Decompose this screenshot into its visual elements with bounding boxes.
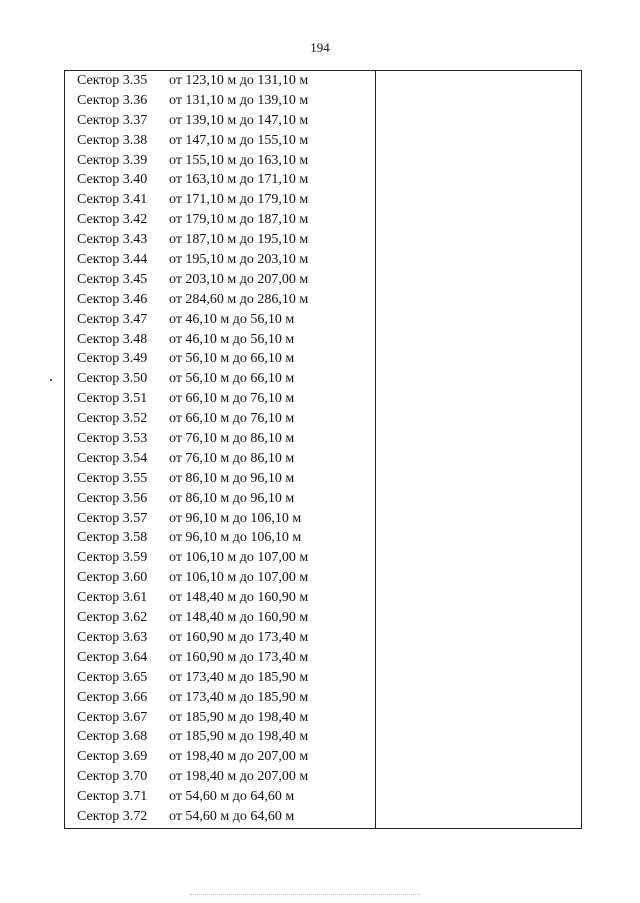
depth-range: от 173,40 м до 185,90 м <box>169 669 309 685</box>
sector-label: Сектор 3.68 <box>77 729 148 745</box>
table-row <box>65 111 375 131</box>
table-row <box>65 747 375 767</box>
sector-label: Сектор 3.61 <box>77 590 148 606</box>
sector-label: Сектор 3.44 <box>77 252 148 268</box>
depth-range: от 54,60 м до 64,60 м <box>169 789 295 805</box>
sector-label: Сектор 3.36 <box>77 92 148 108</box>
depth-range: от 76,10 м до 86,10 м <box>169 431 295 447</box>
sector-label: Сектор 3.56 <box>77 490 148 506</box>
depth-range: от 86,10 м до 96,10 м <box>169 490 295 506</box>
depth-range: от 155,10 м до 163,10 м <box>169 152 309 168</box>
table-row <box>65 528 375 548</box>
depth-range: от 46,10 м до 56,10 м <box>169 311 295 327</box>
table-row <box>65 708 375 728</box>
table-row <box>65 330 375 350</box>
table-row <box>65 230 375 250</box>
table-row <box>65 548 375 568</box>
sector-label: Сектор 3.51 <box>77 391 148 407</box>
sector-label: Сектор 3.41 <box>77 192 148 208</box>
sector-label: Сектор 3.37 <box>77 112 148 128</box>
table-row <box>65 628 375 648</box>
table-row <box>65 290 375 310</box>
table-row <box>65 767 375 787</box>
table-row <box>65 469 375 489</box>
depth-range: от 76,10 м до 86,10 м <box>169 450 295 466</box>
sector-label: Сектор 3.42 <box>77 212 148 228</box>
depth-range: от 163,10 м до 171,10 м <box>169 172 309 188</box>
table-row <box>65 727 375 747</box>
depth-range: от 160,90 м до 173,40 м <box>169 649 309 665</box>
depth-range: от 106,10 м до 107,00 м <box>169 570 309 586</box>
sector-label: Сектор 3.38 <box>77 132 148 148</box>
table-row <box>65 449 375 469</box>
column-divider <box>375 71 376 828</box>
depth-range: от 96,10 м до 106,10 м <box>169 510 302 526</box>
sector-label: Сектор 3.58 <box>77 530 148 546</box>
table-row <box>65 509 375 529</box>
table-row <box>65 608 375 628</box>
depth-range: от 56,10 м до 66,10 м <box>169 371 295 387</box>
scan-speck <box>50 379 52 381</box>
table-row <box>65 131 375 151</box>
depth-range: от 148,40 м до 160,90 м <box>169 590 309 606</box>
depth-range: от 185,90 м до 198,40 м <box>169 709 309 725</box>
depth-range: от 147,10 м до 155,10 м <box>169 132 309 148</box>
sector-label: Сектор 3.43 <box>77 232 148 248</box>
table-row <box>65 668 375 688</box>
sector-label: Сектор 3.66 <box>77 689 148 705</box>
sector-label: Сектор 3.63 <box>77 629 148 645</box>
table-row <box>65 349 375 369</box>
depth-range: от 179,10 м до 187,10 м <box>169 212 309 228</box>
depth-range: от 46,10 м до 56,10 м <box>169 331 295 347</box>
depth-range: от 171,10 м до 179,10 м <box>169 192 309 208</box>
sector-label: Сектор 3.55 <box>77 470 148 486</box>
sector-label: Сектор 3.67 <box>77 709 148 725</box>
depth-range: от 173,40 м до 185,90 м <box>169 689 309 705</box>
depth-range: от 56,10 м до 66,10 м <box>169 351 295 367</box>
depth-range: от 139,10 м до 147,10 м <box>169 112 309 128</box>
depth-range: от 187,10 м до 195,10 м <box>169 232 309 248</box>
sector-label: Сектор 3.50 <box>77 371 148 387</box>
sector-label: Сектор 3.59 <box>77 550 148 566</box>
sector-label: Сектор 3.35 <box>77 73 148 88</box>
page-number: 194 <box>310 40 330 55</box>
depth-range: от 54,60 м до 64,60 м <box>169 808 295 824</box>
table-rows <box>65 71 375 827</box>
depth-range: от 198,40 м до 207,00 м <box>169 749 309 765</box>
depth-range: от 284,60 м до 286,10 м <box>169 291 309 307</box>
depth-range: от 66,10 м до 76,10 м <box>169 391 295 407</box>
depth-range: от 123,10 м до 131,10 м <box>169 73 309 88</box>
table-row <box>65 71 375 91</box>
sector-label: Сектор 3.46 <box>77 291 148 307</box>
sector-label: Сектор 3.47 <box>77 311 148 327</box>
sector-table <box>64 70 582 829</box>
sector-label: Сектор 3.72 <box>77 808 148 824</box>
sector-label: Сектор 3.39 <box>77 152 148 168</box>
table-row <box>65 151 375 171</box>
sector-label: Сектор 3.69 <box>77 749 148 765</box>
sector-label: Сектор 3.57 <box>77 510 148 526</box>
table-row <box>65 787 375 807</box>
depth-range: от 106,10 м до 107,00 м <box>169 550 309 566</box>
table-row <box>65 210 375 230</box>
table-row <box>65 588 375 608</box>
table-row <box>65 648 375 668</box>
depth-range: от 96,10 м до 106,10 м <box>169 530 302 546</box>
depth-range: от 160,90 м до 173,40 м <box>169 629 309 645</box>
sector-label: Сектор 3.49 <box>77 351 148 367</box>
table-row <box>65 568 375 588</box>
depth-range: от 66,10 м до 76,10 м <box>169 411 295 427</box>
scan-smudge <box>190 894 420 895</box>
table-row <box>65 91 375 111</box>
table-row <box>65 190 375 210</box>
sector-label: Сектор 3.54 <box>77 450 148 466</box>
table-row <box>65 250 375 270</box>
depth-range: от 131,10 м до 139,10 м <box>169 92 309 108</box>
sector-label: Сектор 3.53 <box>77 431 148 447</box>
sector-label: Сектор 3.45 <box>77 271 148 287</box>
sector-label: Сектор 3.52 <box>77 411 148 427</box>
table-row <box>65 170 375 190</box>
table-row <box>65 310 375 330</box>
sector-label: Сектор 3.60 <box>77 570 148 586</box>
table-row <box>65 389 375 409</box>
table-row <box>65 429 375 449</box>
depth-range: от 195,10 м до 203,10 м <box>169 252 309 268</box>
sector-label: Сектор 3.71 <box>77 789 148 805</box>
table-row <box>65 270 375 290</box>
table-row <box>65 409 375 429</box>
sector-label: Сектор 3.65 <box>77 669 148 685</box>
table-row <box>65 807 375 827</box>
sector-label: Сектор 3.40 <box>77 172 148 188</box>
table-row <box>65 369 375 389</box>
table-row <box>65 688 375 708</box>
depth-range: от 148,40 м до 160,90 м <box>169 610 309 626</box>
table-row <box>65 489 375 509</box>
sector-label: Сектор 3.64 <box>77 649 148 665</box>
sector-label: Сектор 3.62 <box>77 610 148 626</box>
depth-range: от 203,10 м до 207,00 м <box>169 271 309 287</box>
depth-range: от 198,40 м до 207,00 м <box>169 769 309 785</box>
depth-range: от 185,90 м до 198,40 м <box>169 729 309 745</box>
sector-label: Сектор 3.48 <box>77 331 148 347</box>
sector-label: Сектор 3.70 <box>77 769 148 785</box>
depth-range: от 86,10 м до 96,10 м <box>169 470 295 486</box>
